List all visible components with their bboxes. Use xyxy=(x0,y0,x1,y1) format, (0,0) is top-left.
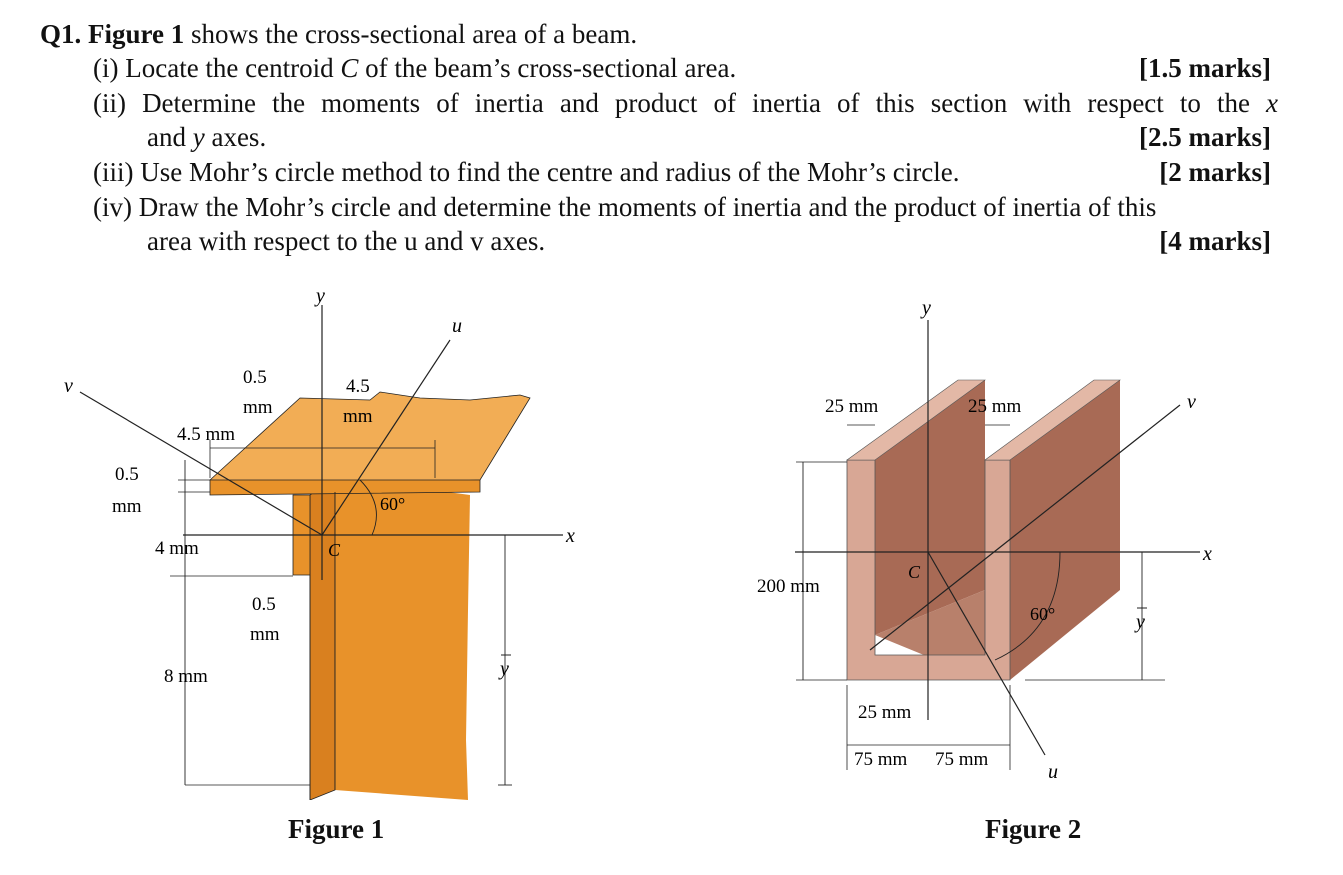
fig1-dim-web-thickness-b: mm xyxy=(250,624,280,645)
fig1-dim-8mm: 8 mm xyxy=(164,666,208,687)
part-ii-text: (ii) Determine the moments of inertia and product of inertia of this section with respect to the xyxy=(93,88,1267,118)
fig2-dim-base: 25 mm xyxy=(858,702,912,723)
fig2-centroid-label: C xyxy=(908,562,921,582)
fig1-dim-web-thickness-a: 0.5 xyxy=(252,594,276,615)
fig1-u-label: u xyxy=(452,315,462,337)
part-iv: (iv) Draw the Mohr’s circle and determine the moments of inertia and the product of inertia of this xyxy=(93,192,1157,222)
part-ii-line2-a: and xyxy=(147,122,193,152)
fig1-x-label: x xyxy=(566,525,575,547)
question-line-1 xyxy=(40,17,637,51)
part-iii: (iii) Use Mohr’s circle method to find the centre and radius of the Mohr’s circle. xyxy=(93,157,960,187)
part-iii-marks: [2 marks] xyxy=(1159,157,1271,187)
part-ii-var2: y xyxy=(192,122,205,152)
fig2-dim-height: 200 mm xyxy=(757,576,820,597)
part-ii-marks: [2.5 marks] xyxy=(1139,122,1271,152)
part-i-text: (i) Locate the centroid xyxy=(93,53,341,83)
part-ii-line2-b: axes. xyxy=(204,122,267,152)
fig2-y-label: y xyxy=(922,297,931,319)
part-i xyxy=(93,51,736,85)
part-i-rest: of the beam’s cross-sectional area. xyxy=(358,53,737,83)
figure-reference: Figure 1 xyxy=(88,19,185,49)
part-ii xyxy=(93,86,1278,120)
fig2-ybar-label: y xyxy=(1136,611,1145,633)
fig1-dim-left-thickness-b: mm xyxy=(112,496,142,517)
part-ii-var: x xyxy=(1266,88,1278,118)
fig1-dim-top-thickness-b: mm xyxy=(243,397,273,418)
fig2-angle-label: 60° xyxy=(1030,604,1056,624)
fig1-dim-half-width-right-b: mm xyxy=(343,406,373,427)
fig2-dim-flange-left: 25 mm xyxy=(825,396,879,417)
fig2-dim-flange-right: 25 mm xyxy=(968,396,1022,417)
part-iv-line2: area with respect to the u and v axes. xyxy=(147,226,546,256)
part-i-var: C xyxy=(340,53,359,83)
fig1-v-label: v xyxy=(64,375,73,397)
fig1-dim-top-thickness-a: 0.5 xyxy=(243,367,267,388)
fig1-angle-label: 60° xyxy=(380,494,406,514)
figure-2-diagram xyxy=(700,290,1300,790)
part-ii-line2 xyxy=(147,120,266,154)
part-i-marks: [1.5 marks] xyxy=(1139,53,1271,83)
fig2-u-label: u xyxy=(1048,761,1058,783)
fig2-v-label: v xyxy=(1187,391,1196,413)
fig1-dim-half-width-left: 4.5 mm xyxy=(177,424,236,445)
right-flange-back xyxy=(1010,380,1120,680)
fig1-centroid-label: C xyxy=(328,540,341,560)
fig1-dim-left-thickness-a: 0.5 xyxy=(115,464,139,485)
web-front-face xyxy=(335,477,470,800)
fig1-dim-half-width-right-a: 4.5 xyxy=(346,376,370,397)
figure-1-diagram xyxy=(0,280,640,800)
fig1-dim-4mm: 4 mm xyxy=(155,538,199,559)
fig2-x-label: x xyxy=(1203,543,1212,565)
fig1-ybar-label: y xyxy=(500,658,509,680)
fig1-y-label: y xyxy=(316,285,325,307)
figure-2-caption: Figure 2 xyxy=(985,814,1082,844)
fig2-dim-half-right: 75 mm xyxy=(935,749,989,770)
figure-1-caption: Figure 1 xyxy=(288,814,385,844)
part-iv-marks: [4 marks] xyxy=(1159,226,1271,256)
question-number: Q1. xyxy=(40,19,82,49)
question-intro: shows the cross-sectional area of a beam. xyxy=(184,19,638,49)
fig2-dim-half-left: 75 mm xyxy=(854,749,908,770)
